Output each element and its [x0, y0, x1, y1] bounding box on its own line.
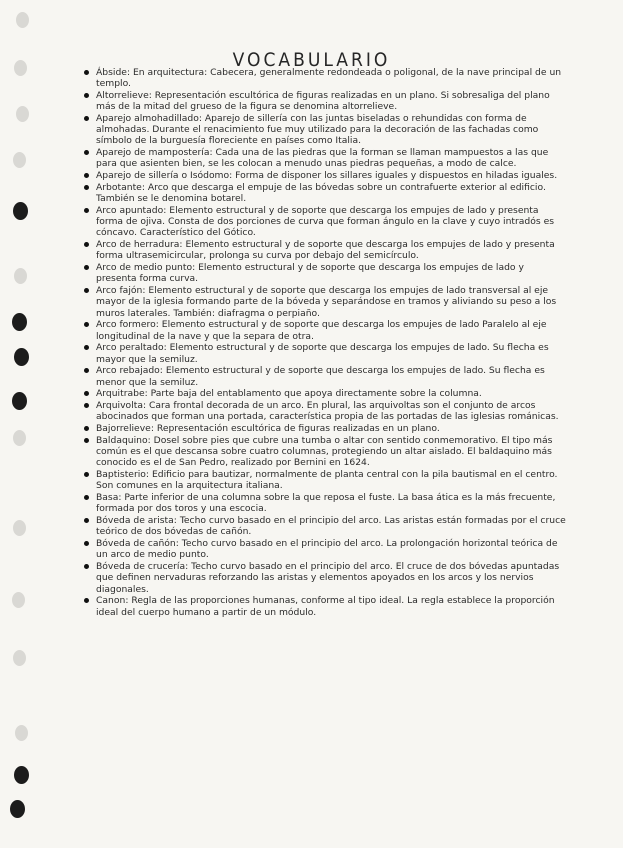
- vocab-term: Bajorrelieve: [96, 423, 151, 435]
- vocab-definition: Regla de las proporciones humanas, conforme al tipo ideal. La regla establece la proporción ideal del cuerpo humano a partir de un módulo.: [96, 595, 555, 618]
- vocab-definition: Elemento estructural y de soporte que descarga los empujes de lado. Su flecha es menor que la semiluz.: [96, 365, 545, 388]
- vocab-definition: Techo curvo basado en el principio del arco. El cruce de dos bóvedas apuntadas que definen nervaduras reforzando las aristas y elementos apoyados en los arcos y los nervios diagonales.: [96, 561, 560, 595]
- vocab-entry: [96, 285, 566, 319]
- page-title: VOCABULARIO: [232, 48, 391, 71]
- punch-hole: [15, 725, 28, 741]
- term-separator: :: [175, 538, 182, 550]
- term-separator: :: [125, 595, 132, 607]
- vocab-term: Arco formero: [96, 319, 156, 331]
- vocab-definition: Elemento estructural y de soporte que descarga los empujes de lado Paralelo al eje longitudinal de la nave y que la separa de otra.: [96, 319, 547, 342]
- vocab-term: Arco peraltado: [96, 342, 164, 354]
- vocab-entry: [96, 388, 566, 399]
- term-separator: :: [126, 67, 133, 78]
- vocab-term: Arco de medio punto: [96, 262, 193, 274]
- vocab-entry: [96, 538, 566, 560]
- punch-hole: [13, 650, 26, 666]
- term-separator: :: [185, 561, 192, 573]
- vocab-term: Ábside: [96, 67, 127, 78]
- vocab-term: Altorrelieve: [96, 90, 149, 101]
- vocab-definition: Forma de disponer los sillares iguales y dispuestos en hiladas iguales.: [235, 170, 558, 182]
- punch-hole: [16, 12, 29, 28]
- vocab-entry: [96, 170, 566, 181]
- vocab-term: Canon: [96, 595, 126, 607]
- vocab-term: Aparejo de sillería o Isódomo: [96, 170, 230, 182]
- vocab-definition: Aparejo de sillería con las juntas biseladas o rehundidas con forma de almohadas. Durante el renacimiento fue muy utilizado para la decoración de las fachadas como símbolo de la burguesía floreciente en países como Italia.: [96, 113, 539, 147]
- vocab-definition: Techo curvo basado en el principio del arco. Las aristas están formadas por el cruce teórico de dos bóvedas de cañón.: [96, 515, 566, 538]
- term-separator: :: [148, 90, 155, 101]
- vocab-term: Arquivolta: [96, 400, 143, 412]
- punch-hole: [13, 430, 26, 446]
- vocab-entry: [96, 113, 566, 147]
- vocab-term: Aparejo de mampostería: [96, 147, 210, 159]
- term-separator: :: [150, 423, 157, 435]
- vocab-entry: [96, 561, 566, 595]
- punch-hole: [12, 313, 27, 331]
- term-separator: :: [155, 319, 162, 331]
- term-separator: :: [118, 492, 125, 504]
- vocab-term: Basa: [96, 492, 119, 504]
- vocab-definition: Elemento estructural y de soporte que descarga los empujes de lado y presenta forma ultrasemicircular, prolonga su curva por debajo del semicírculo.: [96, 239, 555, 262]
- vocab-term: Arco de herradura: [96, 239, 180, 251]
- vocab-term: Arbotante: [96, 182, 142, 193]
- term-separator: :: [147, 435, 154, 446]
- vocab-entry: [96, 262, 566, 284]
- term-separator: :: [229, 170, 236, 182]
- punch-hole: [13, 152, 26, 168]
- vocab-entry: [96, 239, 566, 261]
- vocab-entry: [96, 342, 566, 364]
- vocab-term: Baptisterio: [96, 469, 146, 481]
- vocab-definition: Cada una de las piedras que la forman se llaman mampuestos a las que para que asienten bien, se les colocan a menudo unas piedras pequeñas, a modo de calce.: [96, 147, 549, 170]
- vocab-term: Bóveda de arista: [96, 515, 174, 527]
- term-separator: :: [142, 285, 149, 297]
- term-separator: :: [145, 469, 152, 481]
- term-separator: :: [192, 262, 199, 274]
- vocab-term: Baldaquino: [96, 435, 148, 446]
- vocab-entry: [96, 515, 566, 537]
- punch-holes: [0, 0, 40, 848]
- punch-hole: [14, 268, 27, 284]
- vocab-entry: [96, 435, 566, 469]
- vocab-definition: Elemento estructural y de soporte que descarga los empujes de lado y presenta forma de ojiva. Consta de dos porciones de curva que forman ángulo en la clave y cuyo intradós es cóncavo. Característico del Gótico.: [96, 205, 555, 239]
- vocab-term: Arco fajón: [96, 285, 143, 297]
- vocab-definition: Elemento estructural y de soporte que descarga los empujes de lado. Su flecha es mayor que la semiluz.: [96, 342, 549, 365]
- vocab-entry: [96, 595, 566, 617]
- vocab-definition: Elemento estructural y de soporte que descarga los empujes de lado transversal al eje mayor de la iglesia formando parte de la bóveda y separándose en tramos y aliviando su peso a los muros laterales. También: diafragma o perpiaño.: [96, 285, 557, 319]
- term-separator: :: [163, 205, 170, 216]
- vocabulary-list: [96, 67, 566, 618]
- vocab-term: Bóveda de cañón: [96, 538, 176, 550]
- punch-hole: [13, 520, 26, 536]
- vocab-definition: Edificio para bautizar, normalmente de planta central con la pila bautismal en el centro. Son comunes en la arquitectura italiana.: [96, 469, 558, 492]
- vocab-term: Arquitrabe: [96, 388, 145, 400]
- vocab-entry: [96, 400, 566, 422]
- punch-hole: [13, 202, 28, 220]
- vocab-definition: Arco que descarga el empuje de las bóvedas sobre un contrafuerte exterior al edificio. También se le denomina botarel.: [96, 182, 546, 205]
- vocab-entry: [96, 365, 566, 387]
- vocab-definition: Representación escultórica de figuras realizadas en un plano. Si sobresaliga del plano más de la mitad del grueso de la figura se denomina altorrelieve.: [96, 90, 550, 113]
- vocab-entry: [96, 319, 566, 341]
- vocab-definition: En arquitectura: Cabecera, generalmente redondeada o poligonal, de la nave principal de un templo.: [96, 67, 562, 90]
- vocab-definition: Representación escultórica de figuras realizadas en un plano.: [156, 423, 440, 435]
- term-separator: :: [198, 113, 205, 124]
- vocab-entry: [96, 205, 566, 239]
- vocab-entry: [96, 423, 566, 434]
- vocab-entry: [96, 147, 566, 169]
- punch-hole: [14, 348, 29, 366]
- vocab-term: Aparejo almohadillado: [96, 113, 199, 124]
- term-separator: :: [141, 182, 148, 193]
- vocab-definition: Cara frontal decorada de un arco. En plural, las arquivoltas son el conjunto de arcos abocinados que forman una portada, característica propia de las portadas de las iglesias románicas.: [96, 400, 559, 423]
- punch-hole: [12, 392, 27, 410]
- term-separator: :: [159, 365, 166, 377]
- vocab-term: Arco apuntado: [96, 205, 164, 216]
- punch-hole: [14, 766, 29, 784]
- vocab-term: Bóveda de crucería: [96, 561, 186, 573]
- term-separator: :: [142, 400, 149, 412]
- vocab-definition: Techo curvo basado en el principio del arco. La prolongación horizontal teórica de un arco de medio punto.: [96, 538, 558, 561]
- vocab-entry: [96, 492, 566, 514]
- vocab-definition: Parte baja del entablamento que apoya directamente sobre la columna.: [150, 388, 482, 400]
- term-separator: :: [173, 515, 180, 527]
- vocab-entry: [96, 182, 566, 204]
- vocab-term: Arco rebajado: [96, 365, 160, 377]
- punch-hole: [12, 592, 25, 608]
- vocab-entry: [96, 67, 566, 89]
- vocab-definition: Elemento estructural y de soporte que descarga los empujes de lado y presenta forma curva.: [96, 262, 524, 285]
- vocab-definition: Dosel sobre pies que cubre una tumba o altar con sentido conmemorativo. El tipo más común es el que descansa sobre cuatro columnas, protegiendo un altar aislado. El baldaquino más conocido es el de San Pedro, realizado por Bernini en 1624.: [96, 435, 553, 469]
- punch-hole: [10, 800, 25, 818]
- term-separator: :: [179, 239, 186, 251]
- vocab-entry: [96, 469, 566, 491]
- vocab-definition: Parte inferior de una columna sobre la que reposa el fuste. La basa ática es la más frecuente, formada por dos toros y una escocia.: [96, 492, 556, 515]
- vocab-entry: [96, 90, 566, 112]
- term-separator: :: [144, 388, 151, 400]
- term-separator: :: [163, 342, 170, 354]
- term-separator: :: [209, 147, 216, 159]
- punch-hole: [16, 106, 29, 122]
